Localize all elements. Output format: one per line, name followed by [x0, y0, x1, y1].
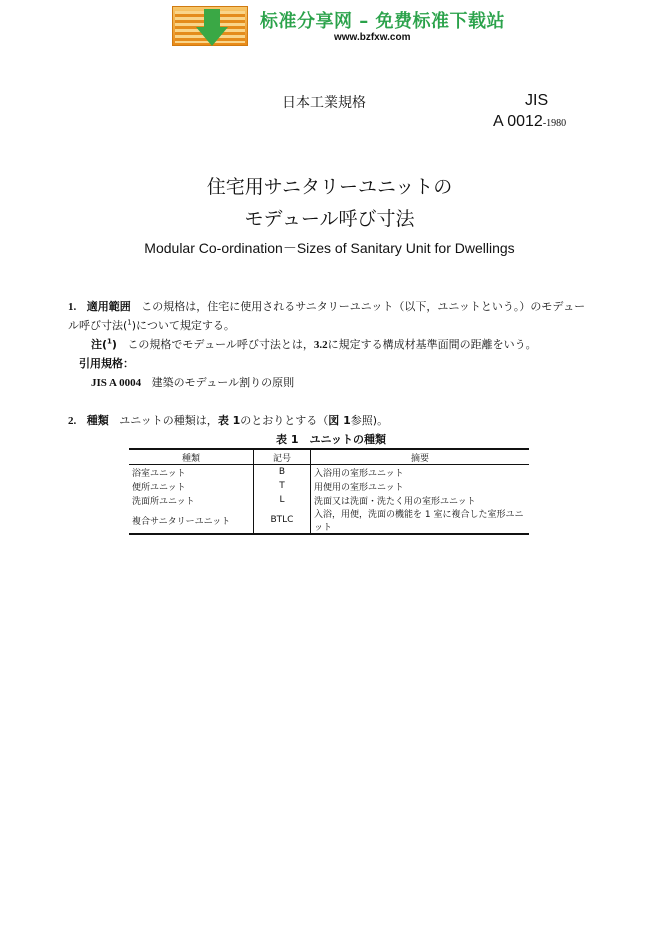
- unit-types-table: [129, 448, 529, 535]
- section-1-number: 1.: [68, 301, 77, 313]
- cell-symbol: BTLC: [254, 507, 311, 534]
- cited-standard: [91, 374, 294, 390]
- section-1-text-b: ル呼び寸法(: [68, 319, 128, 332]
- note-ref: 3.2: [313, 339, 328, 351]
- standard-number: [493, 113, 566, 131]
- title-line-2: モデュール呼び寸法: [244, 208, 415, 230]
- table-caption: 表 1 ユニットの種類: [276, 433, 387, 446]
- standard-category: 日本工業規格: [282, 95, 366, 111]
- banner-url[interactable]: www.bzfxw.com: [334, 32, 411, 43]
- banner-title: 标准分享网 – 免费标准下载站: [260, 11, 506, 32]
- footnote-ref: 1: [127, 318, 132, 327]
- cell-summary: 入浴，用便，洗面の機能を 1 室に複合した室形ユニット: [311, 507, 530, 534]
- note-label-sup: 1: [107, 337, 112, 346]
- table-row: [129, 465, 529, 480]
- header-kind: 種類: [129, 449, 254, 465]
- site-logo: [172, 6, 248, 46]
- note-label-text: 注(: [91, 338, 108, 351]
- section-2-number: 2.: [68, 415, 77, 427]
- standard-code: A 0012: [493, 113, 543, 130]
- table-row: [129, 479, 529, 493]
- cell-summary: 用便用の室形ユニット: [311, 479, 530, 493]
- section-1-text-a: この規格は，住宅に使用されるサニタリーユニット（以下，ユニットという。）のモデュー: [141, 300, 586, 313]
- cited-standards-label: 引用規格：: [79, 357, 134, 370]
- note-label-close: ): [111, 338, 117, 351]
- cell-kind: 複合サニタリーユニット: [129, 507, 254, 534]
- table-row: [129, 493, 529, 507]
- header-symbol: 記号: [254, 449, 311, 465]
- download-arrow-icon: [195, 9, 229, 47]
- section-2-text-a: ユニットの種類は，: [119, 414, 218, 427]
- section-1-line-2: [68, 317, 235, 333]
- section-2-text-b: のとおりとする（: [240, 414, 329, 427]
- table-header-row: [129, 449, 529, 465]
- note-1: [91, 336, 537, 352]
- table-row: [129, 507, 529, 534]
- site-banner[interactable]: [172, 6, 506, 46]
- section-1-text-b-end: )について規定する。: [131, 319, 235, 332]
- title-line-1: 住宅用サニタリーユニットの: [206, 176, 453, 198]
- cell-kind: 浴室ユニット: [132, 468, 186, 479]
- table-ref: 表 1: [217, 414, 241, 427]
- cited-standard-title: 建築のモデュール割りの原則: [151, 376, 295, 389]
- cell-symbol: B: [254, 465, 311, 480]
- section-2-text-c: 参照)。: [350, 414, 389, 427]
- note-text-b: に規定する構成材基準面間の距離をいう。: [327, 338, 537, 351]
- standard-year: -1980: [542, 118, 567, 129]
- section-2-heading: 種類: [86, 414, 109, 427]
- cell-summary: 入浴用の室形ユニット: [311, 465, 530, 480]
- note-label: [91, 338, 117, 351]
- note-text-a: この規格でモデュール呼び寸法とは，: [127, 338, 314, 351]
- header-summary: 摘要: [311, 449, 530, 465]
- cell-kind: 便所ユニット: [132, 482, 186, 493]
- cited-standard-code: JIS A 0004: [91, 377, 142, 389]
- figure-ref: 図 1: [328, 414, 351, 427]
- cell-summary: 洗面又は洗面・洗たく用の室形ユニット: [311, 493, 530, 507]
- cell-kind: 洗面所ユニット: [132, 496, 195, 507]
- section-1-heading: 適用範囲: [86, 300, 131, 313]
- section-1-line-1: [68, 298, 585, 314]
- cell-symbol: T: [254, 479, 311, 493]
- cell-symbol: L: [254, 493, 311, 507]
- jis-label: JIS: [525, 92, 549, 109]
- english-title: Modular Co-ordination－Sizes of Sanitary Unit for Dwellings: [144, 240, 515, 256]
- section-2-line: [68, 412, 388, 428]
